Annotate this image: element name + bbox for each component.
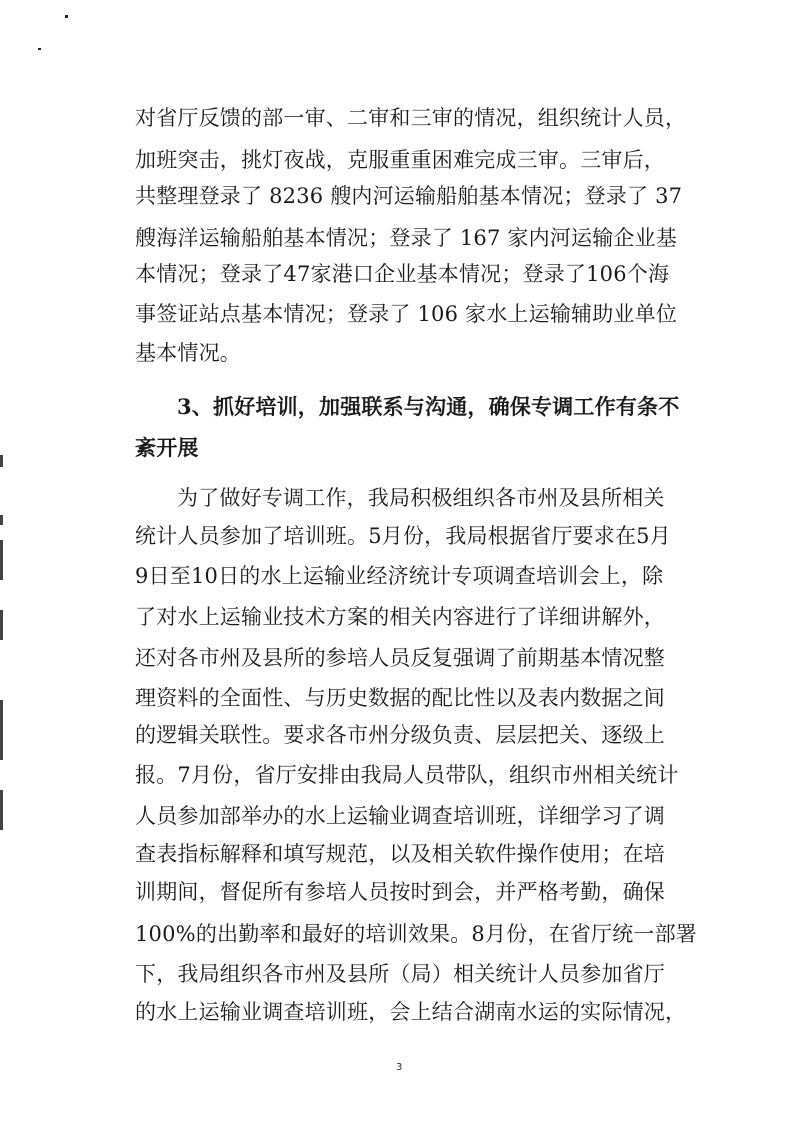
- body-text-line: 对省厅反馈的部一审、二审和三审的情况，组织统计人员，: [135, 106, 687, 130]
- scan-speck: [38, 48, 41, 50]
- body-text-line: 训期间，督促所有参培人员按时到会，并严格考勤，确保: [135, 880, 665, 904]
- scan-edge-mark: [0, 790, 3, 830]
- section-heading: 3、抓好培训，加强联系与沟通，确保专调工作有条不: [177, 394, 680, 419]
- section-heading: 紊开展: [135, 435, 199, 460]
- body-text-line: 事签证站点基本情况；登录了 106 家水上运输辅助业单位: [135, 302, 678, 326]
- scan-speck: [65, 15, 68, 18]
- body-text-line: 人员参加部举办的水上运输业调查培训班，详细学习了调: [135, 804, 665, 828]
- body-text-line: 9日至10日的水上运输业经济统计专项调查培训会上，除: [135, 564, 664, 588]
- body-text-line: 共整理登录了 8236 艘内河运输船舶基本情况；登录了 37: [135, 184, 683, 208]
- scan-edge-mark: [0, 700, 3, 760]
- body-text-line: 查表指标解释和填写规范，以及相关软件操作使用；在培: [135, 842, 665, 866]
- body-text-line: 还对各市州及县所的参培人员反复强调了前期基本情况整: [135, 646, 665, 670]
- body-text-line: 报。7月份，省厅安排由我局人员带队，组织市州相关统计: [135, 763, 679, 787]
- page-number: 3: [396, 1062, 403, 1073]
- scan-edge-mark: [0, 455, 3, 467]
- body-text-line: 了对水上运输业技术方案的相关内容进行了详细讲解外，: [135, 605, 665, 629]
- scan-edge-mark: [0, 540, 3, 580]
- body-text-line: 理资料的全面性、与历史数据的配比性以及表内数据之间: [135, 686, 665, 710]
- body-text-line: 统计人员参加了培训班。5月份，我局根据省厅要求在5月: [135, 524, 671, 548]
- body-text-line: 100%的出勤率和最好的培训效果。8月份，在省厅统一部署: [135, 922, 697, 946]
- body-text-line: 基本情况。: [135, 341, 241, 365]
- body-text-line: 艘海洋运输船舶基本情况；登录了 167 家内河运输企业基: [135, 226, 678, 250]
- body-text-line: 加班突击，挑灯夜战，克服重重困难完成三审。三审后，: [135, 148, 665, 172]
- scan-edge-mark: [0, 515, 3, 525]
- body-text-line: 的水上运输业调查培训班，会上结合湖南水运的实际情况，: [135, 1000, 687, 1024]
- body-text-line: 下，我局组织各市州及县所（局）相关统计人员参加省厅: [135, 962, 665, 986]
- scan-edge-mark: [0, 610, 3, 640]
- body-text-line: 的逻辑关联性。要求各市州分级负责、层层把关、逐级上: [135, 723, 665, 747]
- body-text-line: 本情况；登录了47家港口企业基本情况；登录了106个海: [135, 262, 670, 286]
- body-text-line: 为了做好专调工作，我局积极组织各市州及县所相关: [177, 486, 665, 510]
